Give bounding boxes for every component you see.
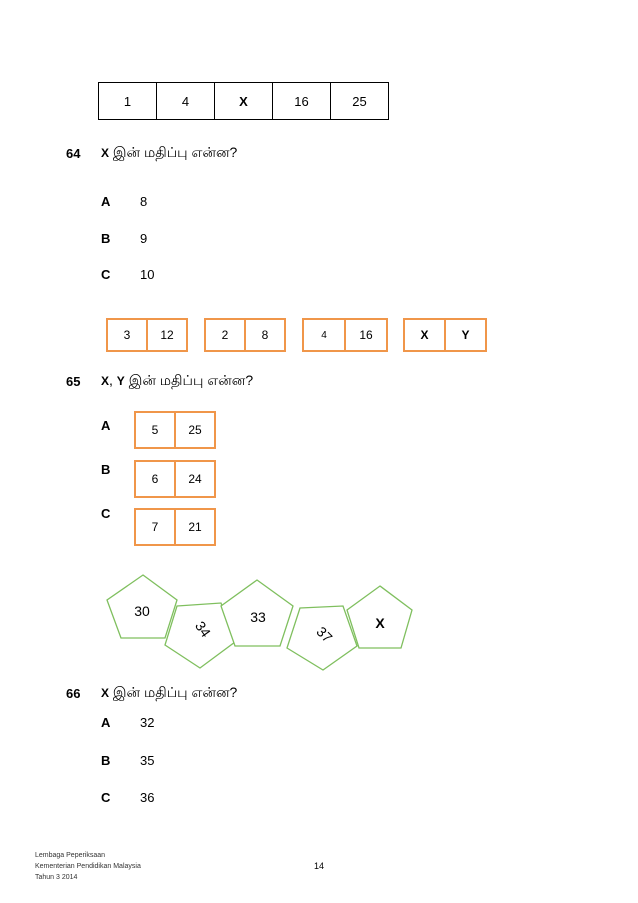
page-number: 14 — [314, 861, 325, 871]
pentagon — [107, 575, 177, 638]
pair-right: 24 — [174, 460, 216, 498]
number-pair — [204, 318, 286, 352]
sequence-table — [98, 82, 389, 120]
pair-left: 6 — [134, 460, 176, 498]
number-pair — [106, 318, 188, 352]
question-text-65 — [101, 372, 253, 391]
pair-right: Y — [444, 318, 487, 352]
option-value-a: 8 — [140, 194, 148, 209]
question-prompt: இன் மதிப்பு என்ன? — [112, 684, 238, 700]
question-variable: X — [101, 146, 110, 160]
pair-left: X — [403, 318, 446, 352]
option-letter-b: B — [101, 231, 111, 246]
footer — [35, 850, 141, 883]
sequence-cell: 16 — [273, 83, 331, 120]
option-letter-a: A — [101, 715, 111, 730]
number-pair-unknown — [403, 318, 487, 352]
option-letter-c: C — [101, 790, 111, 805]
pair-right: 12 — [146, 318, 188, 352]
footer-line: Kementerian Pendidikan Malaysia — [35, 863, 141, 870]
question-variable-x: X — [101, 374, 110, 388]
pair-left: 2 — [204, 318, 246, 352]
option-value-c: 10 — [140, 267, 155, 282]
pentagon-label-unknown: X — [375, 615, 385, 631]
question-separator: , — [109, 372, 117, 388]
question-variable-y: Y — [116, 374, 125, 388]
question-text-64 — [101, 144, 237, 163]
question-number-66: 66 — [66, 686, 81, 701]
footer-line: Tahun 3 2014 — [35, 874, 78, 881]
pair-left: 4 — [302, 318, 346, 352]
pentagon-label: 37 — [313, 623, 336, 646]
option-letter-c: C — [101, 506, 111, 521]
pair-right: 16 — [344, 318, 388, 352]
pentagon-label: 34 — [192, 618, 215, 641]
pair-left: 3 — [106, 318, 148, 352]
pair-left: 7 — [134, 508, 176, 546]
option-letter-a: A — [101, 194, 111, 209]
pair-right: 25 — [174, 411, 216, 449]
option-pair-a — [134, 411, 216, 449]
option-value-b: 35 — [140, 753, 155, 768]
pair-right: 8 — [244, 318, 286, 352]
option-value-b: 9 — [140, 231, 148, 246]
option-letter-a: A — [101, 418, 111, 433]
option-letter-b: B — [101, 753, 111, 768]
option-pair-c — [134, 508, 216, 546]
sequence-cell: 4 — [157, 83, 215, 120]
question-prompt: இன் மதிப்பு என்ன? — [128, 372, 254, 388]
sequence-cell: 25 — [331, 83, 389, 120]
footer-line: Lembaga Peperiksaan — [35, 852, 106, 859]
question-prompt: இன் மதிப்பு என்ன? — [112, 144, 238, 160]
question-number-65: 65 — [66, 374, 81, 389]
option-value-a: 32 — [140, 715, 155, 730]
option-value-c: 36 — [140, 790, 155, 805]
option-letter-c: C — [101, 267, 111, 282]
option-pair-b — [134, 460, 216, 498]
pentagon-label: 33 — [250, 609, 266, 625]
pair-left: 5 — [134, 411, 176, 449]
pentagon-sequence — [95, 570, 415, 680]
sequence-cell: 1 — [99, 83, 157, 120]
option-letter-b: B — [101, 462, 111, 477]
question-variable: X — [101, 686, 110, 700]
number-pair — [302, 318, 388, 352]
question-text-66 — [101, 684, 237, 703]
sequence-cell-unknown: X — [215, 83, 273, 120]
pentagon — [347, 586, 412, 648]
question-number-64: 64 — [66, 146, 81, 161]
pentagon-label: 30 — [134, 603, 150, 619]
pentagon — [287, 606, 357, 670]
pentagon — [221, 580, 293, 646]
pair-right: 21 — [174, 508, 216, 546]
